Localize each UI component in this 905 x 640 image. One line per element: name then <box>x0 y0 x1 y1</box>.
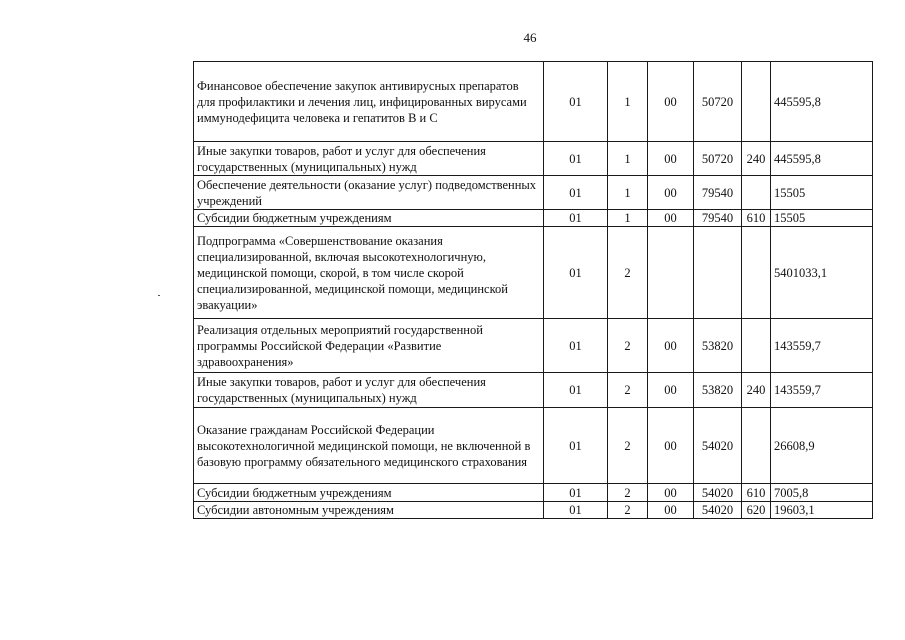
row-name-cell: Финансовое обеспечение закупок антивирусных препаратов для профилактики и лечения лиц, инфицированных вирусами иммунодефицита человека и гепатитов В и С <box>194 62 544 142</box>
row-expense-type-cell <box>742 227 771 319</box>
row-code-cell: 53820 <box>694 373 742 408</box>
row-subsection-cell: 1 <box>608 176 648 210</box>
row-group-cell <box>648 227 694 319</box>
row-code-cell: 54020 <box>694 502 742 519</box>
row-expense-type-cell: 620 <box>742 502 771 519</box>
table-row <box>194 62 873 142</box>
table-row <box>194 408 873 484</box>
row-amount-cell: 19603,1 <box>771 502 873 519</box>
table-row <box>194 142 873 176</box>
row-name-cell: Подпрограмма «Совершенствование оказания специализированной, включая высокотехнологичную, медицинской помощи, скорой, в том числе скорой специализированной, медицинской помощи, медицинской эвакуации» <box>194 227 544 319</box>
row-expense-type-cell: 240 <box>742 373 771 408</box>
row-name-cell: Субсидии бюджетным учреждениям <box>194 210 544 227</box>
row-group-cell: 00 <box>648 373 694 408</box>
table-row <box>194 484 873 502</box>
row-group-cell: 00 <box>648 484 694 502</box>
row-name-cell: Иные закупки товаров, работ и услуг для обеспечения государственных (муниципальных) нужд <box>194 142 544 176</box>
row-section-cell: 01 <box>544 62 608 142</box>
row-subsection-cell: 1 <box>608 210 648 227</box>
table-row <box>194 210 873 227</box>
table-row <box>194 176 873 210</box>
row-amount-cell: 143559,7 <box>771 319 873 373</box>
row-amount-cell: 7005,8 <box>771 484 873 502</box>
row-subsection-cell: 2 <box>608 227 648 319</box>
row-group-cell: 00 <box>648 319 694 373</box>
table-row <box>194 373 873 408</box>
row-expense-type-cell <box>742 176 771 210</box>
row-section-cell: 01 <box>544 210 608 227</box>
row-subsection-cell: 1 <box>608 62 648 142</box>
row-name-cell: Субсидии бюджетным учреждениям <box>194 484 544 502</box>
row-group-cell: 00 <box>648 210 694 227</box>
row-amount-cell: 26608,9 <box>771 408 873 484</box>
table-row <box>194 227 873 319</box>
row-subsection-cell: 2 <box>608 502 648 519</box>
row-expense-type-cell: 610 <box>742 484 771 502</box>
row-section-cell: 01 <box>544 176 608 210</box>
row-expense-type-cell: 610 <box>742 210 771 227</box>
row-code-cell: 79540 <box>694 176 742 210</box>
row-section-cell: 01 <box>544 408 608 484</box>
page-number: 46 <box>523 30 537 45</box>
row-subsection-cell: 2 <box>608 319 648 373</box>
row-code-cell <box>694 227 742 319</box>
row-section-cell: 01 <box>544 373 608 408</box>
scan-speck <box>158 295 160 296</box>
row-expense-type-cell <box>742 319 771 373</box>
table-row <box>194 502 873 519</box>
row-section-cell: 01 <box>544 319 608 373</box>
row-subsection-cell: 2 <box>608 373 648 408</box>
row-name-cell: Обеспечение деятельности (оказание услуг) подведомственных учреждений <box>194 176 544 210</box>
row-code-cell: 50720 <box>694 62 742 142</box>
row-group-cell: 00 <box>648 176 694 210</box>
row-code-cell: 54020 <box>694 484 742 502</box>
row-group-cell: 00 <box>648 502 694 519</box>
row-amount-cell: 5401033,1 <box>771 227 873 319</box>
row-name-cell: Реализация отдельных мероприятий государственной программы Российской Федерации «Развитие здравоохранения» <box>194 319 544 373</box>
row-group-cell: 00 <box>648 62 694 142</box>
row-section-cell: 01 <box>544 227 608 319</box>
row-code-cell: 54020 <box>694 408 742 484</box>
row-section-cell: 01 <box>544 142 608 176</box>
row-name-cell: Субсидии автономным учреждениям <box>194 502 544 519</box>
row-amount-cell: 143559,7 <box>771 373 873 408</box>
row-amount-cell: 445595,8 <box>771 142 873 176</box>
row-section-cell: 01 <box>544 502 608 519</box>
row-expense-type-cell: 240 <box>742 142 771 176</box>
row-code-cell: 50720 <box>694 142 742 176</box>
row-code-cell: 53820 <box>694 319 742 373</box>
row-amount-cell: 15505 <box>771 210 873 227</box>
row-section-cell: 01 <box>544 484 608 502</box>
row-expense-type-cell <box>742 408 771 484</box>
row-group-cell: 00 <box>648 142 694 176</box>
row-amount-cell: 15505 <box>771 176 873 210</box>
row-subsection-cell: 2 <box>608 408 648 484</box>
row-name-cell: Оказание гражданам Российской Федерации высокотехнологичной медицинской помощи, не включенной в базовую программу обязательного медицинского страхования <box>194 408 544 484</box>
row-code-cell: 79540 <box>694 210 742 227</box>
row-subsection-cell: 1 <box>608 142 648 176</box>
row-amount-cell: 445595,8 <box>771 62 873 142</box>
row-expense-type-cell <box>742 62 771 142</box>
table-row <box>194 319 873 373</box>
row-group-cell: 00 <box>648 408 694 484</box>
row-name-cell: Иные закупки товаров, работ и услуг для обеспечения государственных (муниципальных) нужд <box>194 373 544 408</box>
row-subsection-cell: 2 <box>608 484 648 502</box>
budget-table <box>193 61 873 519</box>
